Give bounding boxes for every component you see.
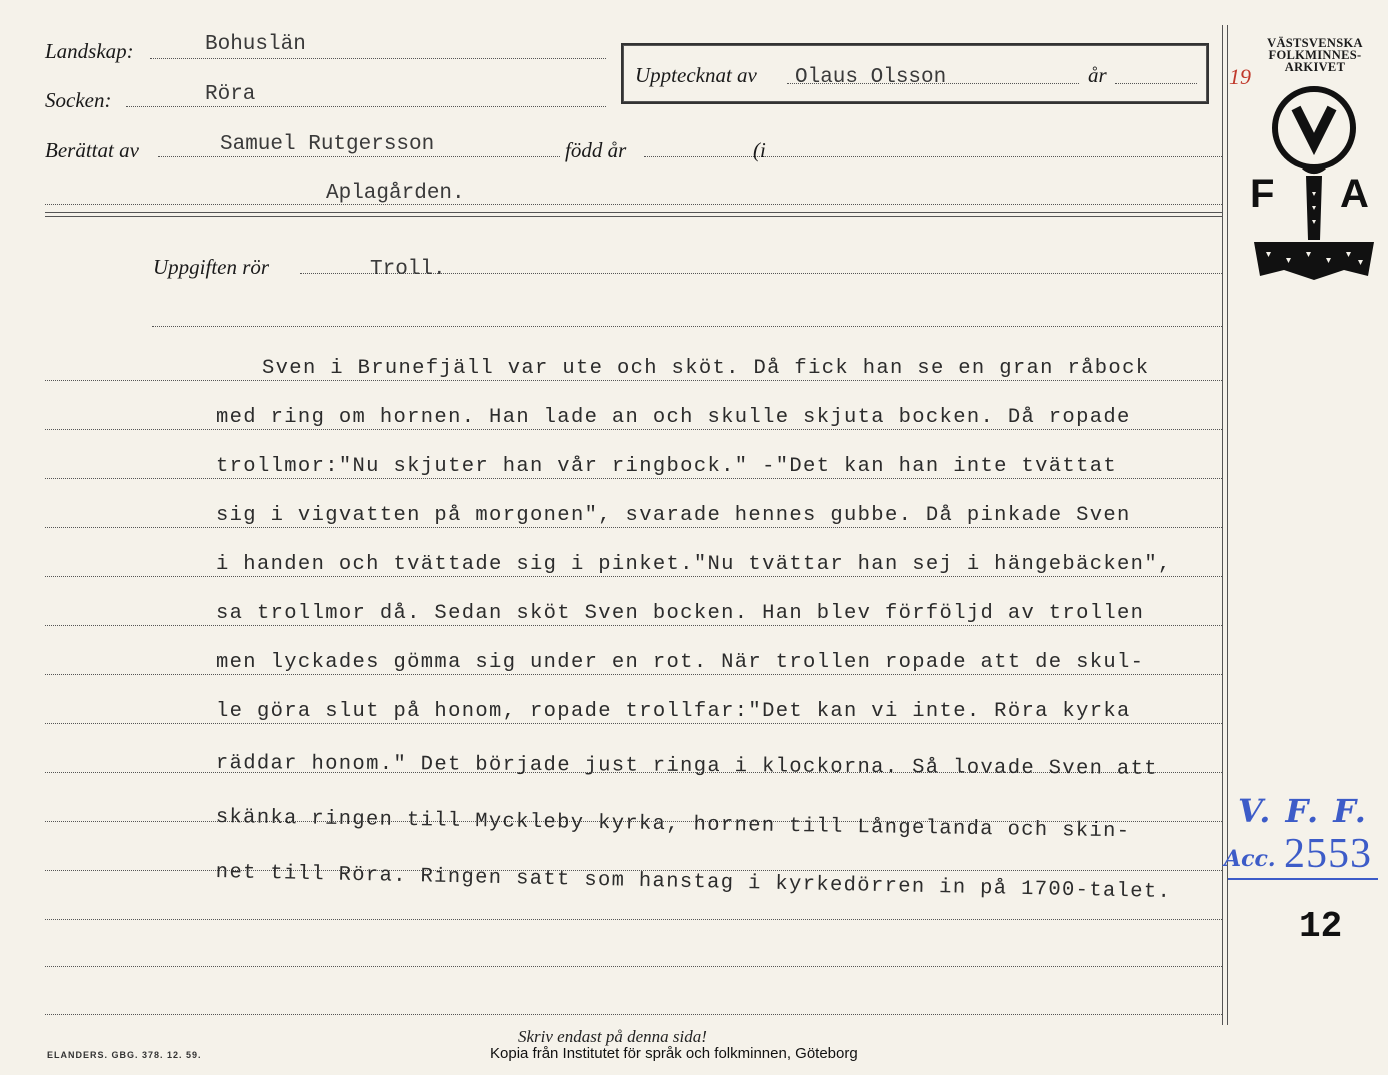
- ar-label: år: [1088, 63, 1107, 87]
- body-text-line: räddar honom." Det började just ringa i klockorna. Så lovade Sven att: [215, 752, 1158, 781]
- stamp-acc-number: 2553: [1284, 831, 1372, 877]
- body-text-line: trollmor:"Nu skjuter han vår ringbock." -"Det kan han inte tvättat: [216, 455, 1118, 478]
- landskap-label: Landskap:: [45, 39, 134, 63]
- archive-name: [1252, 37, 1378, 73]
- body-text-line: le göra slut på honom, ropade trollfar:"Det kan vi inte. Röra kyrka: [216, 700, 1131, 723]
- fodd-paren: (i: [753, 138, 766, 162]
- blank-dotted-line: [152, 326, 1222, 327]
- stamp-acc-label: Acc.: [1224, 846, 1276, 872]
- berattat-value-2: Aplagården.: [326, 182, 465, 205]
- socken-dotted-line: [126, 106, 606, 107]
- page-number: 12: [1299, 906, 1343, 947]
- logo-letter-left: F: [1250, 172, 1275, 216]
- socken-value: Röra: [205, 83, 256, 106]
- body-dotted-line: [45, 527, 1222, 528]
- logo-letter-center: V: [1310, 140, 1311, 141]
- body-text-line: net till Röra. Ringen satt som hanstag i kyrkedörren in på 1700-talet.: [215, 861, 1172, 905]
- body-text-line: sa trollmor då. Sedan sköt Sven bocken. Han blev förföljd av trollen: [216, 602, 1145, 625]
- uppgiften-value: Troll.: [370, 258, 446, 281]
- berattat-dotted-line-2: [45, 204, 1222, 205]
- archive-name-line: VÄSTSVENSKA: [1267, 36, 1363, 50]
- body-dotted-line: [45, 478, 1222, 479]
- margin-rule-inner: [1222, 25, 1223, 1025]
- stamp-vff: V. F. F.: [1238, 792, 1368, 830]
- ar-dotted-line: [1115, 83, 1197, 84]
- berattat-value: Samuel Rutgersson: [220, 133, 435, 156]
- logo-letter-right: A: [1340, 172, 1369, 216]
- bottom-instruction: Skriv endast på denna sida!: [518, 1027, 707, 1046]
- body-dotted-line: [45, 723, 1222, 724]
- stamp-underline: [1228, 878, 1378, 880]
- margin-number: 19: [1229, 64, 1251, 89]
- body-text-line: skänka ringen till Myckleby kyrka, hornen till Långelanda och skin-: [215, 806, 1131, 844]
- upptecknat-value: Olaus Olsson: [795, 66, 947, 89]
- berattat-label: Berättat av: [45, 138, 139, 162]
- body-text-line: sig i vigvatten på morgonen", svarade hennes gubbe. Då pinkade Sven: [216, 504, 1131, 527]
- fodd-label: född år: [565, 138, 627, 162]
- recorder-box: [621, 43, 1209, 104]
- socken-label: Socken:: [45, 88, 112, 112]
- header-rule-top: [45, 212, 1222, 213]
- margin-rule-outer: [1227, 25, 1228, 1025]
- copy-note: Kopia från Institutet för språk och folkminnen, Göteborg: [490, 1045, 858, 1062]
- body-text-line: men lyckades gömma sig under en rot. När trollen ropade att de skul-: [216, 651, 1145, 674]
- header-rule-bottom: [45, 216, 1222, 217]
- body-text-line: med ring om hornen. Han lade an och skulle skjuta bocken. Då ropade: [216, 406, 1131, 429]
- fodd-dotted-line: [644, 156, 1222, 157]
- body-dotted-line: [45, 966, 1222, 967]
- body-dotted-line: [45, 919, 1222, 920]
- uppgiften-label: Uppgiften rör: [153, 255, 270, 279]
- body-dotted-line: [45, 380, 1222, 381]
- body-dotted-line: [45, 429, 1222, 430]
- archive-name-line: FOLKMINNES-: [1268, 48, 1362, 62]
- body-dotted-line: [45, 576, 1222, 577]
- printer-mark: ELANDERS. GBG. 378. 12. 59.: [47, 1050, 202, 1060]
- archive-name-line: ARKIVET: [1284, 60, 1346, 74]
- body-dotted-line: [45, 1014, 1222, 1015]
- berattat-dotted-line: [158, 156, 560, 157]
- landskap-dotted-line: [150, 58, 606, 59]
- upptecknat-label: Upptecknat av: [635, 63, 757, 87]
- body-dotted-line: [45, 674, 1222, 675]
- body-text-line: i handen och tvättade sig i pinket."Nu tvättar han sej i hängebäcken",: [216, 553, 1172, 576]
- body-dotted-line: [45, 625, 1222, 626]
- landskap-value: Bohuslän: [205, 33, 306, 56]
- body-text-line: Sven i Brunefjäll var ute och sköt. Då fick han se en gran råbock: [262, 357, 1150, 380]
